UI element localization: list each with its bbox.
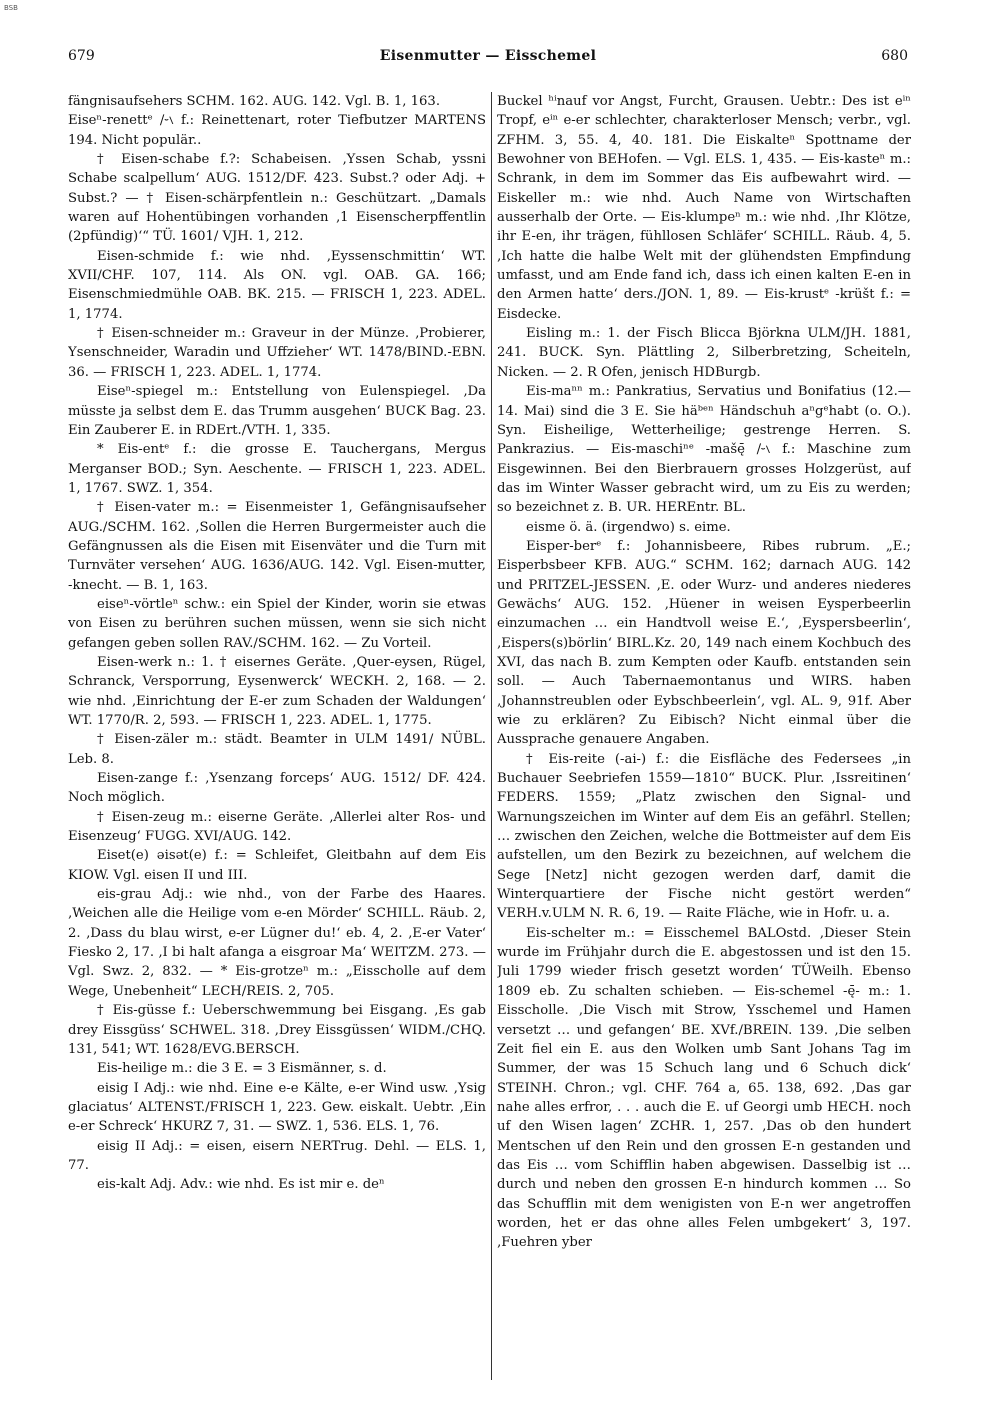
running-header bbox=[68, 48, 908, 72]
page-number-right: 680 bbox=[881, 48, 908, 64]
dictionary-entry: † Eisen-vater m.: = Eisenmeister 1, Gefängnisaufseher AUG./SCHM. 162. ‚Sollen die Herren Burgermeister auch die Gefängnussen als die Eisen mit Eisenväter und die Turn mit Turnväter versehen‘ AUG. 1636/AUG. 142. Vgl. Eisen-mutter, -knecht. — B. 1, 163. bbox=[68, 500, 486, 593]
page-number-left: 679 bbox=[68, 48, 95, 64]
dictionary-entry: eisme ö. ä. (irgendwo) s. eime. bbox=[526, 519, 731, 535]
dictionary-entry: eiseⁿ-vörtleⁿ schw.: ein Spiel der Kinder, worin sie etwas von Eisen zu berühren suchen müssen, wenn sie sich nicht gefangen geben sollen RAV./SCHM. 162. — Zu Vorteil. bbox=[68, 596, 486, 651]
dictionary-entry: eisig II Adj.: = eisen, eisern NERTrug. Dehl. — ELS. 1, 77. bbox=[68, 1138, 486, 1173]
dictionary-entry: Buckel ʰⁱnauf vor Angst, Furcht, Grausen. Uebtr.: Des ist eⁱⁿ Tropf, eⁱⁿ e-er schlechter, charakterloser Mensch; verbr., vgl. ZFHM. 3, 55. 4, 40. 181. Die Eiskalteⁿ Spottname der Bewohner von BEHofen. — Vgl. ELS. 1, 435. — Eis-kasteⁿ m.: Schrank, in dem im Sommer das Eis aufbewahrt wird. — Eiskeller m.: wie nhd. Auch Name von Wirtschaften ausserhalb der Orte. — Eis-klumpeⁿ m.: wie nhd. ‚Ihr Klötze, ihr E-en, ihr trägen, fühllosen Schläfer‘ SCHILL. Räub. 4, 5. ‚Ich hatte die halbe Welt mit der glühendsten Empfindung umfasst, und am Ende fand ich, dass ich einen kalten E-en in den Armen hatte‘ ders./JON. 1, 89. — Eis-krustᵉ -krüšt f.: = Eisdecke. bbox=[497, 94, 911, 322]
dictionary-entry: † Eis-reite (-ai-) f.: die Eisfläche des Federsees „in Buchauer Seebriefen 1559—1810“ BUCK. Plur. ‚Issreitinen‘ FEDERS. 1559; „Platz zwischen den Signal- und Warnungszeichen im Winter auf dem Eis an gefährl. Stellen; … zwischen den Zeichen, welche die Bottmeister auf dem Eis aufstellen, um den Bezirk zu bezeichnen, auf welchem die Sege [Netz] nicht gezogen werden darf, damit die Winterquartiere der Fische nicht gestört werden“ VERH.v.ULM N. R. 6, 19. — Raite Fläche, wie in Hofr. u. a. bbox=[497, 751, 911, 922]
running-title: Eisenmutter — Eisschemel bbox=[379, 48, 597, 64]
dictionary-entry: Eisen-schmide f.: wie nhd. ‚Eyssenschmittin‘ WT. XVII/CHF. 107, 114. Als ON. vgl. OAB. GA. 166; Eisenschmiedmühle OAB. BK. 215. — FRISCH 1, 223. ADEL. 1, 1774. bbox=[68, 248, 486, 322]
dictionary-entry: * Eis-entᵉ f.: die grosse E. Tauchergans, Mergus Merganser BOD.; Syn. Aeschente. — FRISCH 1, 223. ADEL. 1, 1767. SWZ. 1, 354. bbox=[68, 442, 486, 496]
dictionary-entry: Eis-schelter m.: = Eisschemel BALOstd. ‚Dieser Stein wurde im Frühjahr durch die E. abgestossen und ist den 15. Juli 1799 wieder frisch gesetzt worden‘ TÜWeilh. Ebenso 1809 eb. Zu schalten schieben. — Eis-schemel -ę̄- m.: 1. Eisscholle. ‚Die Visch mit Strow, Ysschemel und Hamen versetzt … und gefangen‘ BE. XVf./BREIN. 139. ‚Die selben Zeit fiel ein E. aus den Wolken umb Sant Johans Tag im Summer, der was 15 Schuch lang und 6 Schuch dick‘ STEINH. Chron.; vgl. CHF. 764 a, 65. 138, 692. ‚Das gar nahe alles erfror, . . . auch die E. uf Georgi umb HECH. noch uf den Wisen lagen‘ ZCHR. 1, 257. ‚Das ob den hundert Mentschen uf den Rein und den grossen E-n gestanden und das Eis … vom Schifflin haben abgewisen. Dasselbig ist … durch und neben den grossen E-n hindurch kommen … So das Schufflin mit dem wenigisten von E-n wer angetroffen worden, het er das ohne alles Felen umbgekert‘ 3, 197. ‚Fuehren yber bbox=[497, 925, 911, 1251]
dictionary-entry: Eiset(e) əisət(e) f.: = Schleifet, Gleitbahn auf dem Eis KIOW. Vgl. eisen II und III. bbox=[68, 848, 486, 883]
dictionary-entry: Eis-maⁿⁿ m.: Pankratius, Servatius und Bonifatius (12.—14. Mai) sind die 3 E. Sie häᵇᵉⁿ Händschuh aⁿgᵉhabt (o. O.). Syn. Eisheilige, Wetterheilige; gestrenge Herren. S. Pankrazius. — Eis-maschiⁿᵉ -mašę̄ ∕⏑∖ f.: Maschine zum Eisgewinnen. Bei den Bierbrauern grosses Holzgerüst, auf das im Winter Wasser gebracht wird, um zu Eis zu werden; so bezeichnet z. B. UR. HEREntr. BL. bbox=[497, 384, 911, 516]
dictionary-entry: † Eisen-schneider m.: Graveur in der Münze. ‚Probierer, Ysenschneider, Waradin und Uffzieher‘ WT. 1478/BIND.-EBN. 36. — FRISCH 1, 223. ADEL. 1, 1774. bbox=[68, 326, 486, 380]
dictionary-entry: † Eis-güsse f.: Ueberschwemmung bei Eisgang. ‚Es gab drey Eissgüss‘ SCHWEL. 318. ‚Drey Eissgüssen‘ WIDM./CHQ. 131, 541; WT. 1628/EVG.BERSCH. bbox=[68, 1003, 486, 1057]
column-divider bbox=[491, 92, 492, 1380]
dictionary-entry: eis-kalt Adj. Adv.: wie nhd. Es ist mir e. deⁿ bbox=[97, 1177, 385, 1193]
dictionary-entry: eis-grau Adj.: wie nhd., von der Farbe des Haares. ‚Weichen alle die Heilige vom e-en Mörder‘ SCHILL. Räub. 2, 2. ‚Dass du blau wirst, e-er Lügner du!‘ eb. 4, 2. ‚E-er Vater‘ Fiesko 2, 17. ‚I bi halt afanga a eisgroar Ma‘ WEITZM. 273. — Vgl. Swz. 2, 832. — * Eis-grotzeⁿ m.: „Eisscholle auf dem Wege, Unebenheit“ LECH/REIS. 2, 705. bbox=[68, 887, 486, 999]
dictionary-entry: fängnisaufsehers SCHM. 162. AUG. 142. Vgl. B. 1, 163. bbox=[68, 94, 441, 109]
right-column bbox=[497, 92, 911, 1382]
dictionary-entry: Eisper-berᵉ f.: Johannisbeere, Ribes rubrum. „E.; Eisperbsbeer KFB. AUG.“ SCHM. 162; darnach AUG. 142 und PRITZEL-JESSEN. ‚E. oder Wurz- und anderes niederes Gewächs‘ AUG. 152. ‚Hüener in weisen Eysperbeerlin einzumachen … ein Handtvoll weise E.‘, ‚Eyspersbeerlin‘, ‚Eispers(s)börlin‘ BIRL.Kz. 20, 149 nach einem Kochbuch des XVI, das nach B. zum Kempten oder Kaufb. entstanden sein soll. — Auch Tabernaemontanus und WIRS. haben ‚Johannstreublen oder Eybschbeerlein‘, vgl. AL. 9, 91f. Aber wie zu erklären? Zu Eibisch? Nicht einmal über die Aussprache genauere Angaben. bbox=[497, 538, 911, 748]
dictionary-entry: Eis-heilige m.: die 3 E. = 3 Eismänner, s. d. bbox=[97, 1061, 387, 1077]
dictionary-entry: Eisen-werk n.: 1. † eisernes Geräte. ‚Quer-eysen, Rügel, Schranck, Versporrung, Eysenwerck‘ WECKH. 2, 168. — 2. wie nhd. ‚Einrichtung der E-er zum Schaden der Waldungen‘ WT. 1770/R. 2, 593. — FRISCH 1, 223. ADEL. 1, 1775. bbox=[68, 654, 486, 728]
dictionary-entry: Eisen-zange f.: ‚Ysenzang forceps‘ AUG. 1512/ DF. 424. Noch möglich. bbox=[68, 771, 486, 806]
dictionary-entry: † Eisen-zäler m.: städt. Beamter in ULM 1491/ NÜBL. Leb. 8. bbox=[68, 732, 486, 767]
dictionary-entry: † Eisen-zeug m.: eiserne Geräte. ‚Allerlei alter Ros- und Eisenzeug‘ FUGG. XVI/AUG. 142. bbox=[68, 809, 486, 845]
dictionary-entry: Eiseⁿ-renettᵉ ∕⏑∖ f.: Reinettenart, roter Tiefbutzer MARTENS 194. Nicht populär.. bbox=[68, 113, 486, 148]
dictionary-entry: † Eisen-schabe f.?: Schabeisen. ‚Yssen Schab, yssni Schabe scalpellum‘ AUG. 1512/DF. 423. Subst.? oder Adj. + Subst.? — † Eisen-schärpfentlein n.: Geschützart. „Damals waren auf Hohentübingen vorhanden ‚1 Eisenscherpffentlin (2pfündig)‘“ TÜ. 1601/ VJH. 1, 212. bbox=[68, 152, 486, 245]
dictionary-entry: Eisling m.: 1. der Fisch Blicca Björkna ULM/JH. 1881, 241. BUCK. Syn. Plättling 2, Silberbretzing, Scheiteln, Nicken. — 2. R Ofen, jenisch HDBurgb. bbox=[497, 326, 911, 380]
dictionary-entry: eisig I Adj.: wie nhd. Eine e-e Kälte, e-er Wind usw. ‚Ysig glaciatus‘ ALTENST./FRISCH 1, 223. Gew. eiskalt. Uebtr. ‚Ein e-er Schreck‘ HKURZ 7, 31. — SWZ. 1, 536. ELS. 1, 76. bbox=[68, 1080, 486, 1135]
library-stamp: BSB bbox=[4, 4, 18, 12]
dictionary-entry: Eiseⁿ-spiegel m.: Entstellung von Eulenspiegel. ‚Da müsste ja selbst dem E. das Trumm ausgehen‘ BUCK Bag. 23. Ein Zauberer E. in RDErt./VTH. 1, 335. bbox=[68, 384, 486, 438]
left-column bbox=[68, 92, 486, 1382]
